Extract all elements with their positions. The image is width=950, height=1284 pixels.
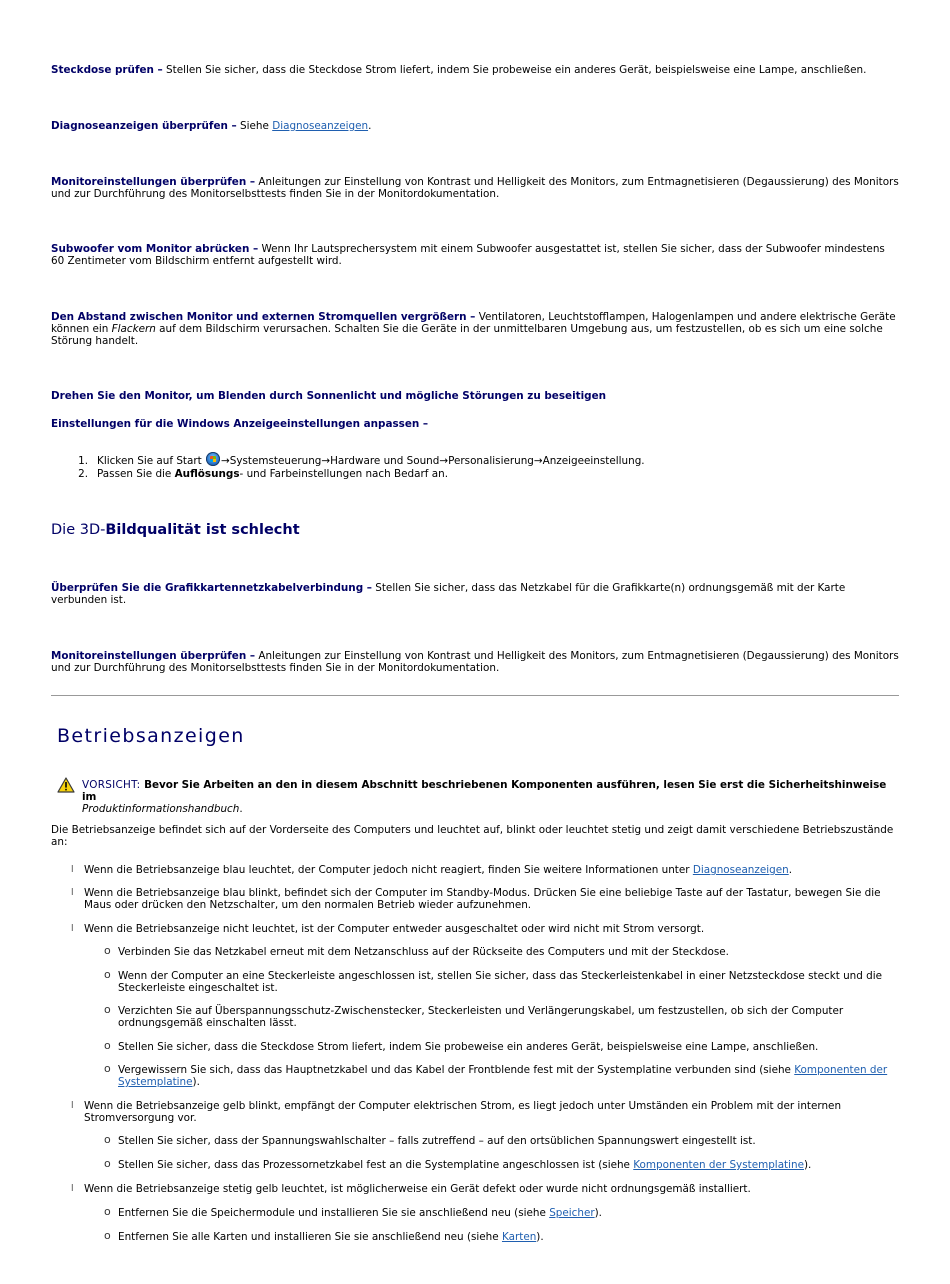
sub-list-item: o Wenn der Computer an eine Steckerleiste angeschlossen ist, stellen Sie sicher, dass das Steckerleistenkabel in einer Netzsteckdose steckt und die Steckerleiste eingeschaltet ist. xyxy=(104,968,883,994)
sub-list-item: o Stellen Sie sicher, dass der Spannungswahlschalter – falls zutreffend – auf den ortsüblichen Spannungswert eingestellt ist. xyxy=(104,1133,756,1147)
list-item: l Wenn die Betriebsanzeige nicht leuchtet, ist der Computer entweder ausgeschaltet oder wird nicht mit Strom versorgt. xyxy=(71,923,705,935)
intro-paragraph: Die Betriebsanzeige befindet sich auf der Vorderseite des Computers und leuchtet auf, blinkt oder leuchtet stetig und zeigt damit verschiedene Betriebszustände an: xyxy=(51,824,894,848)
warning-icon xyxy=(57,777,75,793)
section-divider xyxy=(51,695,899,696)
list-item: l Wenn die Betriebsanzeige gelb blinkt, empfängt der Computer elektrischen Strom, es liegt jedoch unter Umständen ein Problem mit der internen Stromversorgung vor. xyxy=(71,1100,842,1124)
sub-list-item: o Verbinden Sie das Netzkabel erneut mit dem Netzanschluss auf der Rückseite des Computers und mit der Steckdose. xyxy=(104,944,729,958)
list-item: l Wenn die Betriebsanzeige blau blinkt, befindet sich der Computer im Standby-Modus. Drücken Sie eine beliebige Taste auf der Tastatur, bewegen Sie die Maus oder drücken den Netzschalter, um den normalen Betrieb wieder aufzunehmen. xyxy=(71,887,881,911)
sub-list-item: o Verzichten Sie auf Überspannungsschutz-Zwischenstecker, Steckerleisten und Verlängerungskabel, um festzustellen, ob sich der Computer ordnungsgemäß einschalten lässt. xyxy=(104,1003,844,1029)
tip-increase-distance: Den Abstand zwischen Monitor und externen Stromquellen vergrößern – Ventilatoren, Leuchtstofflampen, Halogenlampen und andere elektrische Geräte können ein Flackern auf dem Bildschirm verursachen. Schalten Sie die Geräte in der unmittelbaren Umgebung aus, um festzustellen, ob es sich um eine solche Störung handelt. xyxy=(51,311,896,347)
caution-note: VORSICHT: Bevor Sie Arbeiten an den in diesem Abschnitt beschriebenen Komponenten ausführen, lesen Sie erst die Sicherheitshinweise im Produktinformationshandbuch. xyxy=(82,779,887,815)
tip-adjust-windows-display: Einstellungen für die Windows Anzeigeeinstellungen anpassen – xyxy=(51,418,429,430)
link-speicher[interactable]: Speicher xyxy=(549,1207,595,1219)
sub-list-item: o Stellen Sie sicher, dass das Prozessornetzkabel fest an die Systemplatine angeschlossen ist (siehe Komponenten der Systemplatine). xyxy=(104,1157,812,1171)
link-diagnoseanzeigen[interactable]: Diagnoseanzeigen xyxy=(272,120,369,132)
windows-start-icon xyxy=(206,452,220,466)
list-item: l Wenn die Betriebsanzeige blau leuchtet, der Computer jedoch nicht reagiert, finden Sie weitere Informationen unter Diagnoseanzeigen. xyxy=(71,864,793,876)
step-1: 1. Klicken Sie auf Start →Systemsteuerung→Hardware und Sound→Personalisierung→Anzeigeeinstellung. xyxy=(51,452,899,468)
sub-list-item: o Stellen Sie sicher, dass die Steckdose Strom liefert, indem Sie probeweise ein anderes Gerät, beispielsweise eine Lampe, anschließen. xyxy=(104,1039,819,1053)
sub-list-item: o Entfernen Sie alle Karten und installieren Sie sie anschließend neu (siehe Karten). xyxy=(104,1229,544,1243)
heading-betriebsanzeigen: Betriebsanzeigen xyxy=(57,725,245,747)
tip-rotate-monitor: Drehen Sie den Monitor, um Blenden durch Sonnenlicht und mögliche Störungen zu beseitigen xyxy=(51,390,607,402)
link-diagnoseanzeigen-2[interactable]: Diagnoseanzeigen xyxy=(692,864,789,876)
list-item: l Wenn die Betriebsanzeige stetig gelb leuchtet, ist möglicherweise ein Gerät defekt oder wurde nicht ordnungsgemäß installiert. xyxy=(71,1183,751,1195)
heading-3d-quality: Die 3D-Bildqualität ist schlecht xyxy=(51,522,300,538)
link-karten[interactable]: Karten xyxy=(501,1231,537,1243)
link-komponenten-systemplatine-2[interactable]: Komponenten der Systemplatine xyxy=(633,1159,804,1171)
step-2: 2. Passen Sie die Auflösungs- und Farbeinstellungen nach Bedarf an. xyxy=(78,467,449,480)
steps-list xyxy=(51,452,899,480)
tip-check-diagnostic-lights: Diagnoseanzeigen überprüfen – Siehe Diagnoseanzeigen. xyxy=(51,120,372,132)
link-komponenten-systemplatine[interactable]: Komponenten der Systemplatine xyxy=(118,1064,888,1088)
tip-check-monitor-settings-2: Monitoreinstellungen überprüfen – Anleitungen zur Einstellung von Kontrast und Helligkeit des Monitors, zum Entmagnetisieren (Degaussierung) des Monitors und zur Durchführung des Monitorselbsttests finden Sie in der Monitordokumentation. xyxy=(51,650,899,674)
tip-check-monitor-settings: Monitoreinstellungen überprüfen – Anleitungen zur Einstellung von Kontrast und Helligkeit des Monitors, zum Entmagnetisieren (Degaussierung) des Monitors und zur Durchführung des Monitorselbsttests finden Sie in der Monitordokumentation. xyxy=(51,176,899,200)
tip-check-outlet: Steckdose prüfen – Stellen Sie sicher, dass die Steckdose Strom liefert, indem Sie probeweise ein anderes Gerät, beispielsweise eine Lampe, anschließen. xyxy=(51,64,867,76)
sub-list-item: o Entfernen Sie die Speichermodule und installieren Sie sie anschließend neu (siehe Speicher). xyxy=(104,1205,602,1219)
tip-move-subwoofer: Subwoofer vom Monitor abrücken – Wenn Ihr Lautsprechersystem mit einem Subwoofer ausgestattet ist, stellen Sie sicher, dass der Subwoofer mindestens 60 Zentimeter vom Bildschirm entfernt aufgestellt wird. xyxy=(51,243,885,267)
tip-check-graphics-power-cable: Überprüfen Sie die Grafikkartennetzkabelverbindung – Stellen Sie sicher, dass das Netzkabel für die Grafikkarte(n) ordnungsgemäß mit der Karte verbunden ist. xyxy=(51,582,846,606)
sub-list-item: o Vergewissern Sie sich, dass das Hauptnetzkabel und das Kabel der Frontblende fest mit der Systemplatine verbunden sind (siehe Komponenten der Systemplatine). xyxy=(104,1062,888,1088)
